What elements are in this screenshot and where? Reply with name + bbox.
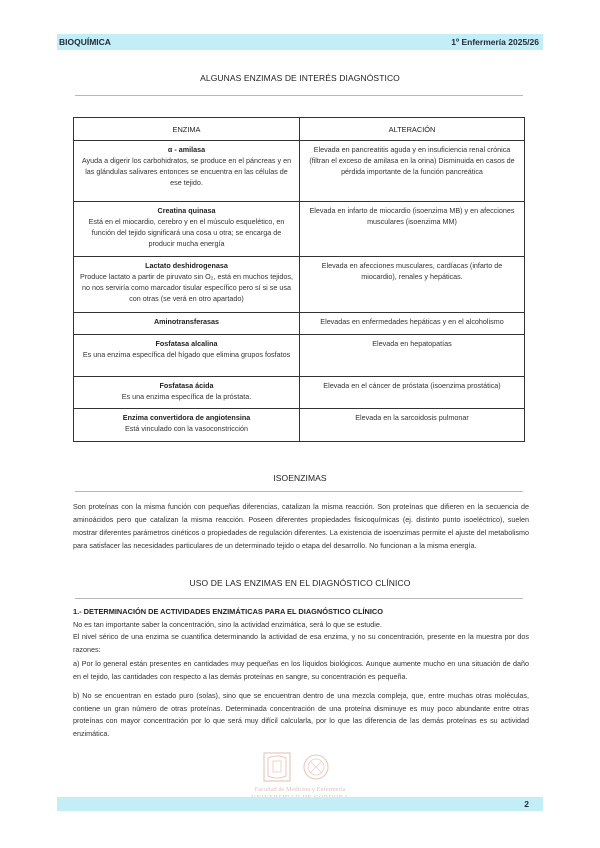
table-row	[74, 409, 525, 442]
header-bar	[57, 34, 543, 50]
uso-intro-line: No es tan importante saber la concentración, sino la actividad enzimática, será lo que se estudie.	[73, 620, 382, 629]
enzyme-name: Enzima convertidora de angiotensina	[122, 413, 251, 422]
enzyme-name: Creatina quinasa	[157, 206, 216, 215]
enzyme-name: Aminotransferasas	[153, 317, 220, 326]
alteration-cell: Elevada en pancreatitis aguda y en insuficiencia renal crónica (filtran el exceso de amilasa en la orina) Disminuida en casos de pérdida importante de la función pancreática	[300, 141, 525, 202]
alteration-cell: Elevada en afecciones musculares, cardíacas (infarto de miocardio), renales y hepáticas.	[300, 257, 525, 313]
uso-point-b: b) No se encuentran en estado puro (solas), sino que se encuentran dentro de una mezcla compleja, que, entre muchas otras moléculas, contiene un gran número de otras proteínas. Determinada concentración de una proteína disminuye es muy poco abundante entre otras proteínas con mayor concentración por lo que será muy difícil calcularla, por lo que las diferencia de las demás proteínas es su actividad enzimática.	[73, 691, 529, 738]
enzyme-description: Es una enzima específica de la próstata.	[121, 392, 252, 401]
alteration-cell: Elevadas en enfermedades hepáticas y en el alcoholismo	[300, 313, 525, 335]
table-row	[74, 202, 525, 257]
table-row	[74, 377, 525, 409]
enzyme-description: Ayuda a digerir los carbohidratos, se produce en el páncreas y en las glándulas salivares entonces se encuentra en las células de ese tejido.	[81, 156, 292, 187]
alteration-cell: Elevada en hepatopatías	[300, 335, 525, 377]
alteration-cell: Elevada en infarto de miocardio (isoenzima MB) y en afecciones musculares (isoenzima MM)	[300, 202, 525, 257]
enzyme-name: Lactato deshidrogenasa	[145, 261, 228, 270]
alteration-cell: Elevada en la sarcoidosis pulmonar	[300, 409, 525, 442]
enzyme-description: Está en el miocardio, cerebro y en el músculo esquelético, en función del tejido significará una cosa u otra; se encarga de producir mucha energía	[88, 217, 285, 248]
enzyme-cell	[74, 141, 300, 202]
enzyme-description: Está vinculado con la vasoconstricción	[124, 424, 249, 433]
enzymes-table	[73, 117, 525, 442]
table-row	[74, 335, 525, 377]
section-divider	[75, 598, 523, 599]
enzyme-name: Fosfatasa alcalina	[155, 339, 218, 348]
alteration-cell: Elevada en el cáncer de próstata (isoenzima prostática)	[300, 377, 525, 409]
enzyme-cell	[74, 313, 300, 335]
enzyme-cell	[74, 257, 300, 313]
table-row	[74, 313, 525, 335]
enzyme-cell	[74, 202, 300, 257]
table-header-row	[74, 118, 525, 141]
enzyme-cell	[74, 409, 300, 442]
enzyme-description: Es una enzima específica del hígado que elimina grupos fosfatos	[82, 350, 291, 359]
table-row	[74, 257, 525, 313]
header-course: 1º Enfermería 2025/26	[451, 37, 539, 47]
column-header-enzima: ENZIMA	[74, 118, 300, 141]
uso-title: USO DE LAS ENZIMAS EN EL DIAGNÓSTICO CLÍNICO	[189, 578, 411, 588]
isoenzimas-title: ISOENZIMAS	[273, 473, 327, 483]
column-header-alteracion: ALTERACIÓN	[300, 118, 525, 141]
uso-paragraph: El nivel sérico de una enzima se cuantifica determinando la actividad de esa enzima, y no su concentración, presente en la muestra por dos razones:	[73, 632, 529, 654]
header-subject: BIOQUÍMICA	[59, 37, 111, 47]
enzyme-cell	[74, 335, 300, 377]
enzyme-cell	[74, 377, 300, 409]
watermark-faculty: Facultad de Medicina y Enfermería	[254, 786, 346, 793]
uso-point-a: a) Por lo general están presentes en cantidades muy pequeñas en los líquidos biológicos. Aunque aumente mucho en una situación de daño en el tejido, las cantidades con respecto a las demás proteínas en sangre, su concentración es pequeña.	[73, 659, 529, 681]
enzymes-section-title: ALGUNAS ENZIMAS DE INTERÉS DIAGNÓSTICO	[200, 73, 400, 83]
table-row	[74, 141, 525, 202]
footer-bar	[57, 797, 543, 811]
enzyme-name: α - amilasa	[167, 145, 206, 154]
isoenzimas-paragraph: Son proteínas con la misma función con pequeñas diferencias, catalizan la misma reacción. Son proteínas que difieren en la secuencia de aminoácidos pero que catalizan la misma reacción. Poseen diferentes propiedades fisicoquímicas (ej. distinto punto isoeléctrico), suelen mostrar diferentes parámetros cinéticos o propiedades de regulación diferentes. La existencia de isoenzimas permite el ajuste del metabolismo para satisfacer las necesidades particulares de un determinado tejido o etapa del desarrollo. No funcionan a la misma energía.	[73, 502, 529, 550]
page-number: 2	[524, 799, 529, 809]
enzyme-description: Produce lactato a partir de piruvato sin O₂, está en muchos tejidos, no nos serviría como marcador tisular específico pero sí si se usa con otras (se verá en otro apartado)	[80, 272, 293, 303]
enzyme-name: Fosfatasa ácida	[159, 381, 214, 390]
section-divider	[75, 95, 523, 96]
section-divider	[75, 491, 523, 492]
faculty-logo-icon	[262, 752, 336, 782]
uso-subheading: 1.- DETERMINACIÓN DE ACTIVIDADES ENZIMÁTICAS PARA EL DIAGNÓSTICO CLÍNICO	[73, 607, 384, 616]
